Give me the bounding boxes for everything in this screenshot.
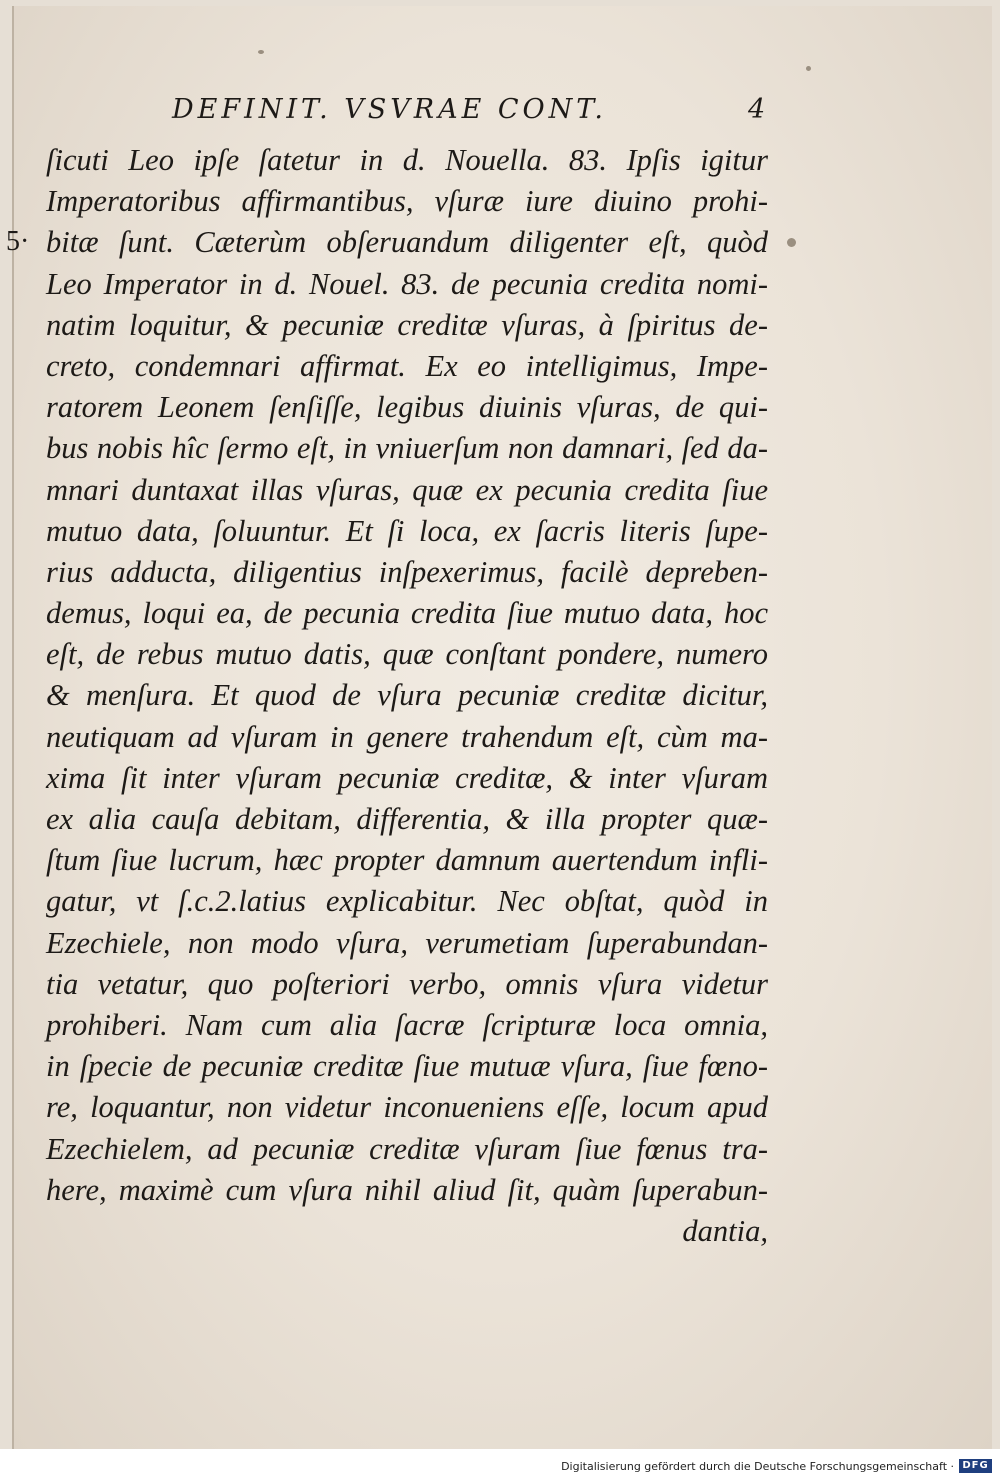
text-line: ex alia cauſa debitam, differentia, & illa propter quæ- — [46, 802, 768, 836]
text-line: neutiquam ad vſuram in genere trahendum eſt, cùm ma- — [46, 719, 768, 754]
margin-note: 5· — [6, 226, 30, 257]
ink-spot — [787, 238, 796, 247]
text-line: Imperatoribus affirmantibus, vſuræ iure diuino prohi- — [46, 184, 768, 219]
dfg-logo: DFG — [959, 1459, 992, 1473]
running-head: DEFINIT. VSVRAE CONT. — [172, 94, 607, 125]
ink-spot — [806, 66, 811, 71]
text-line: natim loquitur, & pecuniæ creditæ vſuras, à ſpiritus de- — [46, 307, 768, 342]
catchword-line: dantia, — [682, 1213, 768, 1248]
text-line: creto, condemnari affirmat. Ex eo intelligimus, Impe- — [46, 348, 768, 383]
text-line: tia vetatur, quo poſteriori verbo, omnis vſura videtur — [46, 966, 768, 1001]
text-line: here, maximè cum vſura nihil aliud ſit, quàm ſuperabun- — [46, 1172, 768, 1207]
text-line: ſtum ſiue lucrum, hæc propter damnum auertendum infli- — [46, 843, 768, 878]
text-line: eſt, de rebus mutuo datis, quæ conſtant pondere, numero — [46, 637, 768, 672]
text-line: Leo Imperator in d. Nouel. 83. de pecunia credita nomi- — [46, 266, 768, 301]
text-line: ratorem Leonem ſenſiſſe, legibus diuinis vſuras, de qui- — [46, 390, 768, 425]
text-line: rius adducta, diligentius inſpexerimus, facilè depreben- — [46, 554, 768, 589]
text-line: Ezechielem, ad pecuniæ creditæ vſuram ſiue fœnus tra- — [46, 1131, 768, 1166]
footer-bar — [0, 1449, 1000, 1483]
text-line: & menſura. Et quod de vſura pecuniæ creditæ dicitur, — [46, 678, 768, 713]
body-text — [46, 140, 768, 1252]
page-header — [0, 94, 1000, 134]
ink-spot — [258, 50, 264, 54]
text-line: xima ſit inter vſuram pecuniæ creditæ, & inter vſuram — [46, 760, 768, 795]
text-line: demus, loqui ea, de pecunia credita ſiue mutuo data, hoc — [46, 596, 768, 631]
text-line: bus nobis hîc ſermo eſt, in vniuerſum non damnari, ſed da- — [46, 431, 768, 466]
text-line: mnari duntaxat illas vſuras, quæ ex pecunia credita ſiue — [46, 472, 768, 507]
text-line: ſicuti Leo ipſe ſatetur in d. Nouella. 83. Ipſis igitur — [46, 143, 768, 177]
text-line: prohiberi. Nam cum alia ſacræ ſcripturæ loca omnia, — [46, 1007, 768, 1042]
text-line: re, loquantur, non videtur inconueniens eſſe, locum apud — [46, 1090, 768, 1125]
text-line: in ſpecie de pecuniæ creditæ ſiue mutuæ vſura, ſiue fœno- — [46, 1049, 768, 1084]
funding-credit: Digitalisierung gefördert durch die Deutsche Forschungsgemeinschaft · — [561, 1460, 954, 1473]
text-line: gatur, vt ſ.c.2.latius explicabitur. Nec obſtat, quòd in — [46, 884, 768, 919]
text-line: Ezechiele, non modo vſura, verumetiam ſuperabundan- — [46, 925, 768, 960]
text-line: mutuo data, ſoluuntur. Et ſi loca, ex ſacris literis ſupe- — [46, 513, 768, 548]
page-number: 4 — [748, 94, 766, 125]
text-line: bitæ ſunt. Cæterùm obſeruandum diligenter eſt, quòd — [46, 225, 768, 260]
